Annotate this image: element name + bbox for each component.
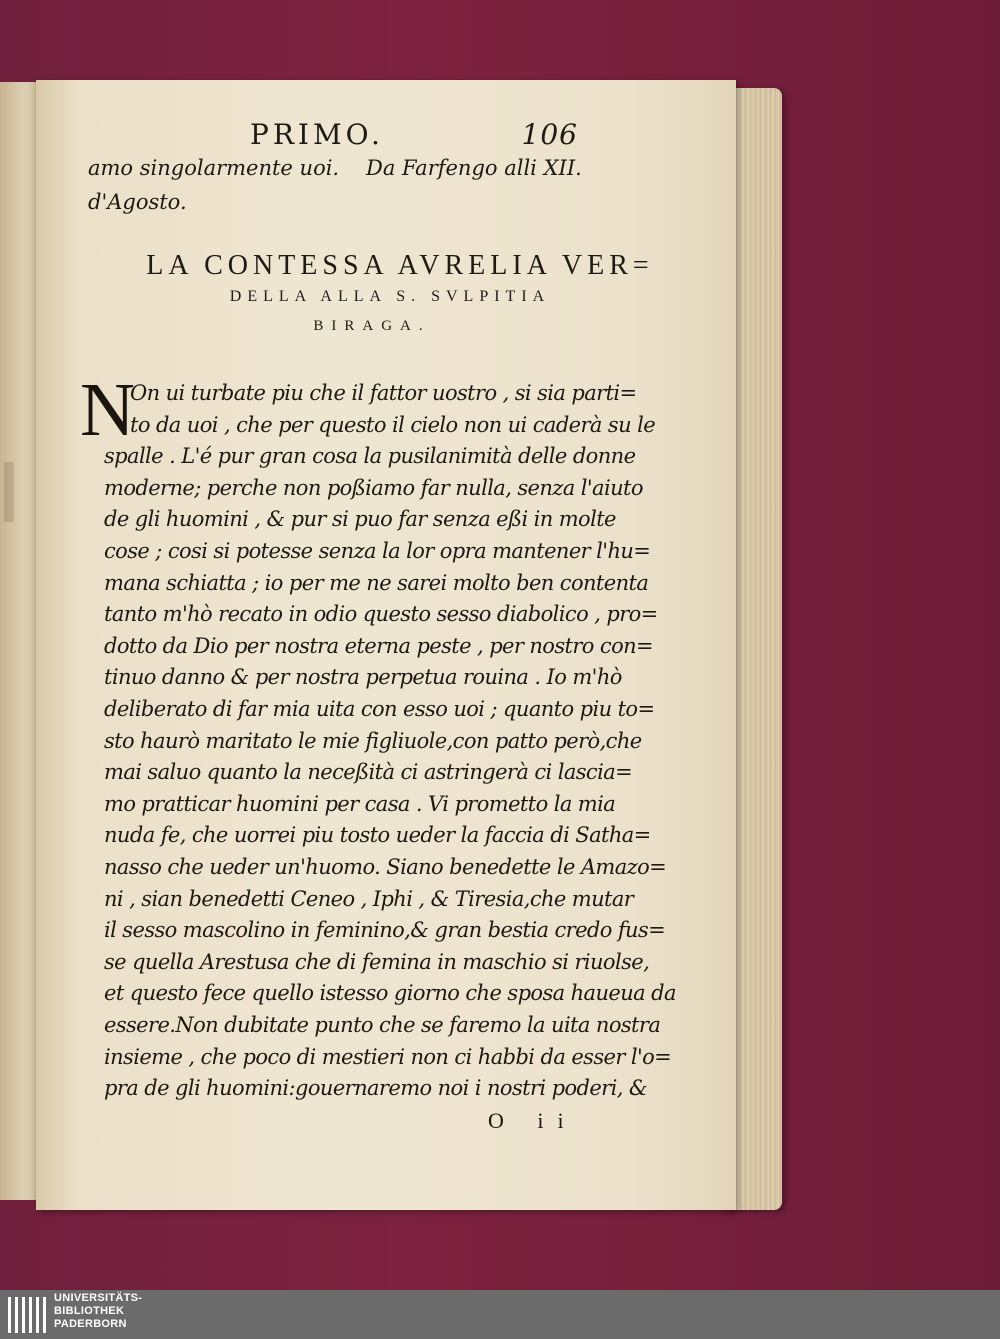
opening-line-1-left: amo singolarmente uoi. <box>88 156 340 180</box>
body-line: et questo fece quello istesso giorno che sposa haueua da <box>104 981 676 1006</box>
body-line: cose ; cosi si potesse senza la lor opra mantener l'hu= <box>104 539 651 563</box>
body-line: mo pratticar huomini per casa . Vi prometto la mia <box>104 791 616 816</box>
body-line: dotto da Dio per nostra eterna peste , per nostro con= <box>104 633 654 658</box>
library-name-line-2: BIBLIOTHEK <box>54 1305 125 1317</box>
body-line: mai saluo quanto la neceßità ci astringerà ci lascia= <box>104 760 633 785</box>
body-line: moderne; perche non poßiamo far nulla, senza l'aiuto <box>104 475 643 500</box>
page-number: 106 <box>521 118 578 151</box>
opening-line-2: d'Agosto. <box>88 190 187 214</box>
body-line: deliberato di far mia uita con esso uoi ; quanto piu to= <box>104 697 655 721</box>
left-page-stain <box>4 462 14 522</box>
body-line: tanto m'hò recato in odio questo sesso diabolico , pro= <box>104 602 658 627</box>
signature-mark: O ii <box>488 1108 578 1133</box>
library-name-line-3: PADERBORN <box>54 1318 127 1330</box>
body-line: nasso che ueder un'huomo. Siano benedette le Amazo= <box>104 855 667 879</box>
body-line: tinuo danno & per nostra perpetua rouina . Io m'hò <box>104 665 622 690</box>
body-line: insieme , che poco di mestieri non ci habbi da esser l'o= <box>104 1044 672 1069</box>
body-line: pra de gli huomini:gouernaremo noi i nostri poderi, & <box>104 1076 647 1101</box>
opening-line-1-right: Da Farfengo alli XII. <box>366 156 582 180</box>
body-line: mana schiatta ; io per me ne sarei molto ben contenta <box>104 570 649 595</box>
letter-heading-line-1: LA CONTESSA AVRELIA VER= <box>146 250 654 281</box>
body-line: se quella Arestusa che di femina in maschio si riuolse, <box>104 949 650 974</box>
footer-bar <box>0 1290 1000 1339</box>
letter-heading-line-3: BIRAGA. <box>313 318 431 334</box>
running-head-title: PRIMO. <box>250 118 384 151</box>
body-line: spalle . L'é pur gran cosa la pusilanimità delle donne <box>104 444 636 469</box>
body-line: On ui turbate piu che il fattor uostro , si sia parti= <box>130 381 637 405</box>
letter-heading-line-2: DELLA ALLA S. SVLPITIA <box>229 288 551 305</box>
body-line: to da uoi , che per questo il cielo non ui caderà su le <box>130 412 656 437</box>
library-columns-icon <box>6 1293 48 1337</box>
body-line: sto haurò maritato le mie figliuole,con patto però,che <box>104 728 642 753</box>
body-line: il sesso mascolino in feminino,& gran bestia credo fus= <box>104 918 666 943</box>
drop-cap: N <box>80 368 135 452</box>
body-line: ni , sian benedetti Ceneo , Iphi , & Tiresia,che mutar <box>104 886 634 911</box>
library-name <box>54 1292 142 1331</box>
library-name-line-1: UNIVERSITÄTS- <box>54 1292 143 1304</box>
body-line: essere.Non dubitate punto che se faremo la uita nostra <box>104 1013 661 1037</box>
body-line: nuda fe, che uorrei piu tosto ueder la faccia di Satha= <box>104 823 651 848</box>
body-line: de gli huomini , & pur si puo far senza eßi in molte <box>104 507 616 532</box>
